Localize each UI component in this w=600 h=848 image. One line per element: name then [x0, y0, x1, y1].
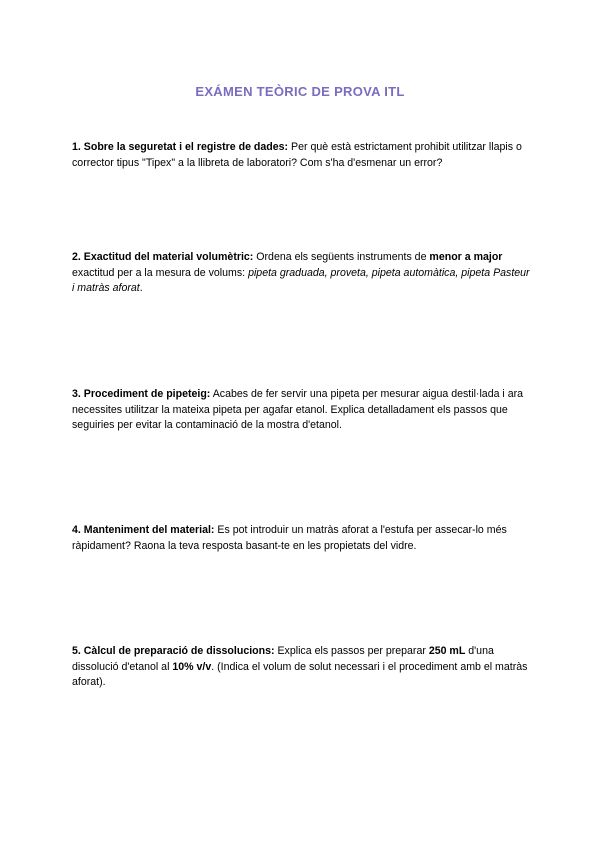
question-2: [72, 250, 532, 297]
question-2-instrument-list: pipeta graduada, proveta, pipeta automàtica, pipeta Pasteur i matràs aforat: [72, 266, 530, 294]
question-3-heading: 3. Procediment de pipeteig:: [72, 388, 211, 400]
question-4-heading: 4. Manteniment del material:: [72, 524, 215, 536]
question-4-text: Es pot introduir un matràs aforat a l'estufa per assecar-lo més ràpidament? Raona la teva resposta basant-te en les propietats del vidre.: [72, 524, 507, 552]
question-2-text-c: .: [139, 282, 143, 294]
question-2-heading: 2. Exactitud del material volumètric:: [72, 251, 254, 263]
question-1-heading: 1. Sobre la seguretat i el registre de dades:: [72, 141, 289, 153]
question-5-volume: 250 mL: [428, 645, 466, 657]
question-5: [72, 644, 532, 691]
question-5-heading: 5. Càlcul de preparació de dissolucions:: [72, 645, 275, 657]
question-5-text-b: d'una dissolució d'etanol al: [72, 645, 494, 673]
question-2-text-b: exactitud per a la mesura de volums:: [72, 266, 249, 279]
question-5-text-c: . (Indica el volum de solut necessari i el procediment amb el matràs aforat).: [72, 660, 528, 688]
question-2-text-a: Ordena els següents instruments de: [253, 251, 430, 263]
question-1-text: Per què està estrictament prohibit utilitzar llapis o corrector tipus "Tipex" a la llibreta de laboratori? Com s'ha d'esmenar un error?: [72, 141, 522, 169]
question-5-text-a: Explica els passos per preparar: [274, 645, 429, 657]
exam-title: EXÁMEN TEÒRIC DE PROVA ITL: [195, 84, 405, 99]
question-2-emphasis: menor a major: [429, 251, 503, 263]
question-1: [72, 140, 532, 171]
question-3-text: Acabes de fer servir una pipeta per mesurar aigua destil·lada i ara necessites utilitzar la mateixa pipeta per agafar etanol. Explica detalladament els passos que seguiries per evitar la contaminació de la mostra d'etanol.: [72, 388, 524, 431]
question-4: [72, 523, 532, 554]
question-3: [72, 387, 532, 434]
question-5-concentration: 10% v/v: [172, 660, 212, 673]
